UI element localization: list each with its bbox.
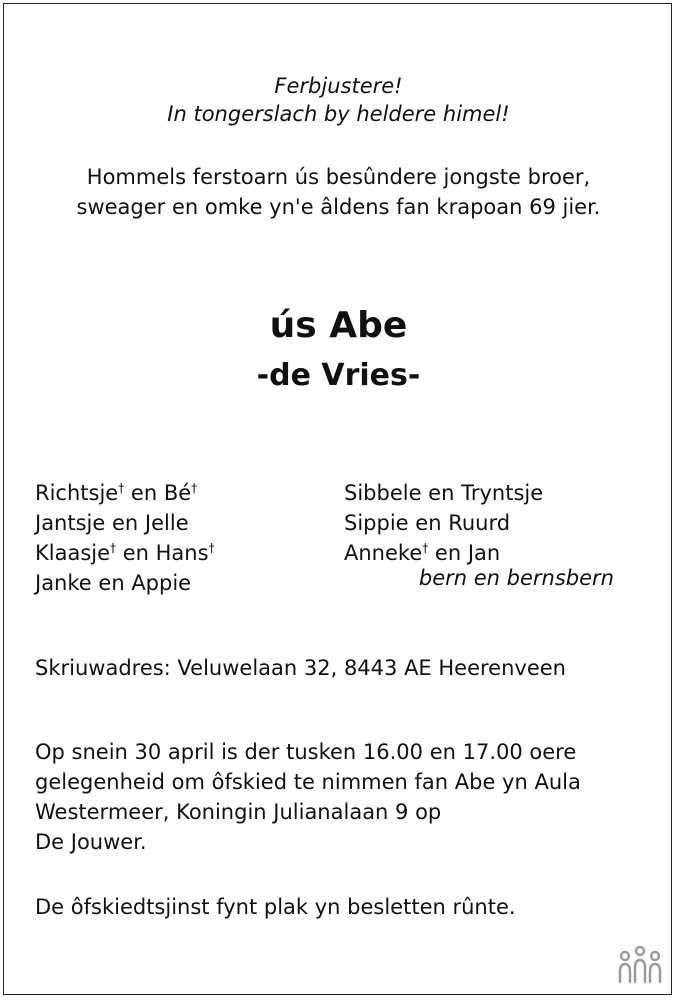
grandchildren-line: bern en bernsbern [418, 566, 614, 590]
intro-line-1: Ferbjustere! [274, 74, 403, 98]
family-right-3: Anneke† en Jan [344, 541, 501, 565]
service-note: De ôfskiedtsjinst fynt plak yn besletten rûnte. [35, 895, 516, 919]
farewell-line-3: Westermeer, Koningin Julianalaan 9 op [35, 800, 442, 824]
family-left-1: Richtsje† en Bé† [35, 481, 198, 505]
family-right-2: Sippie en Ruurd [344, 511, 511, 535]
farewell-line-1: Op snein 30 april is der tusken 16.00 en 17.00 oere [35, 740, 577, 764]
family-left-3: Klaasje† en Hans† [35, 541, 215, 565]
announcement-line-1: Hommels ferstoarn ús besûndere jongste broer, [86, 165, 591, 189]
farewell-line-2: gelegenheid om ôfskied te nimmen fan Abe yn Aula [35, 770, 581, 794]
mailing-address: Skriuwadres: Veluwelaan 32, 8443 AE Heerenveen [35, 656, 566, 680]
intro-line-2: In tongerslach by heldere himel! [167, 102, 510, 126]
announcement-line-2: sweager en omke yn'e âldens fan krapoan 69 jier. [76, 195, 601, 219]
farewell-line-4: De Jouwer. [35, 830, 147, 854]
deceased-surname: -de Vries- [256, 358, 421, 393]
family-left-4: Janke en Appie [35, 571, 192, 595]
deceased-name: ús Abe [269, 305, 408, 346]
family-right-1: Sibbele en Tryntsje [344, 481, 544, 505]
people-group-icon [616, 944, 664, 984]
family-left-2: Jantsje en Jelle [35, 511, 189, 535]
